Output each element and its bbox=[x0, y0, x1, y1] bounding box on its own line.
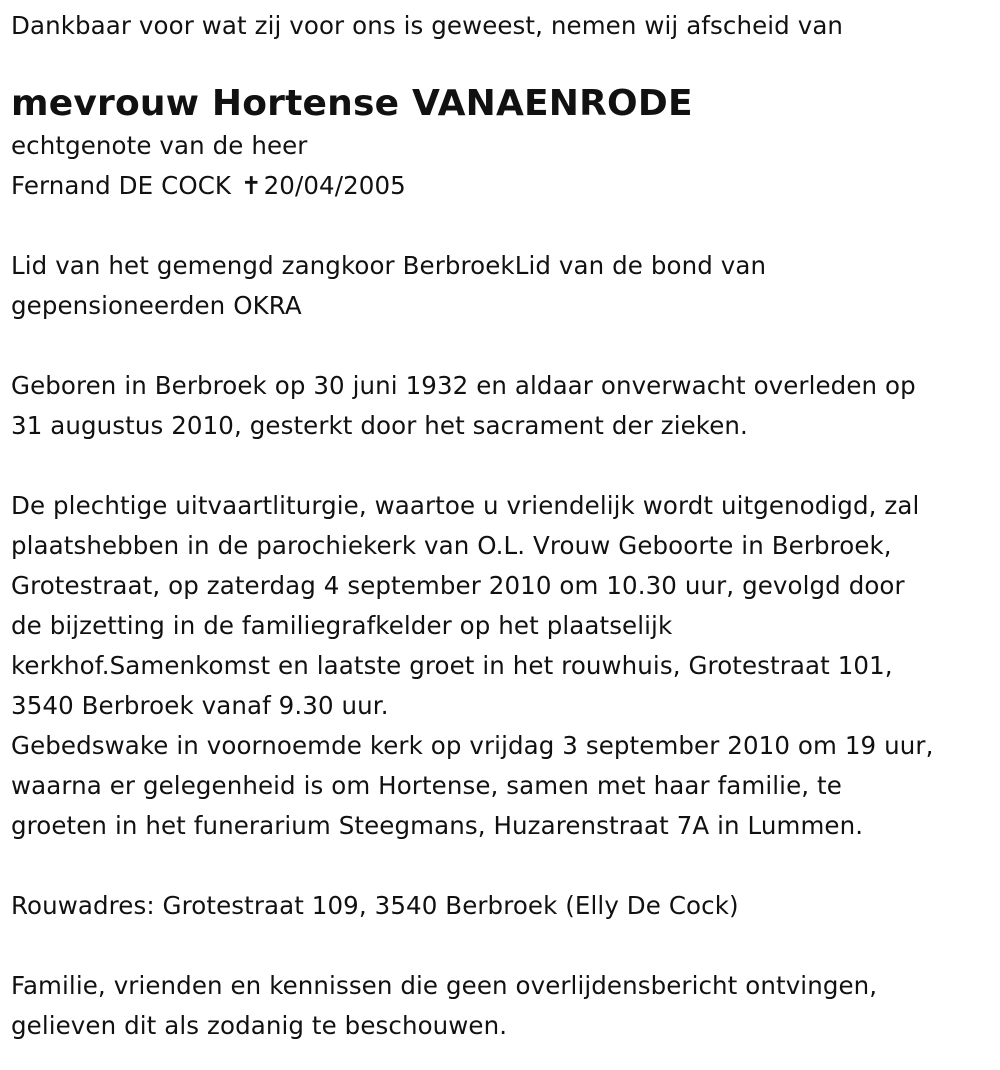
mourning-address: Rouwadres: Grotestraat 109, 3540 Berbroek (Elly De Cock) bbox=[11, 891, 739, 920]
membership-line-1: Lid van het gemengd zangkoor BerbroekLid van de bond van bbox=[11, 251, 767, 280]
wake-line-3: groeten in het funerarium Steegmans, Huzarenstraat 7A in Lummen. bbox=[11, 811, 864, 840]
spacer bbox=[11, 206, 996, 246]
funeral-line-5: kerkhof.Samenkomst en laatste groet in het rouwhuis, Grotestraat 101, bbox=[11, 651, 893, 680]
closing-line-2: gelieven dit als zodanig te beschouwen. bbox=[11, 1011, 508, 1040]
wake-line-1: Gebedswake in voornoemde kerk op vrijdag 3 september 2010 om 19 uur, bbox=[11, 731, 934, 760]
membership-line-2: gepensioneerden OKRA bbox=[11, 291, 302, 320]
spouse-death-date: 20/04/2005 bbox=[263, 171, 406, 200]
spacer bbox=[11, 326, 996, 366]
cross-icon: ✝ bbox=[240, 171, 262, 200]
spouse-line bbox=[11, 166, 996, 206]
birth-death-line-1: Geboren in Berbroek op 30 juni 1932 en aldaar onverwacht overleden op bbox=[11, 371, 916, 400]
funeral-line-3: Grotestraat, op zaterdag 4 september 2010 om 10.30 uur, gevolgd door bbox=[11, 571, 905, 600]
funeral-line-4: de bijzetting in de familiegrafkelder op het plaatselijk bbox=[11, 611, 673, 640]
spouse-relation: echtgenote van de heer bbox=[11, 131, 308, 160]
spouse-name: Fernand DE COCK bbox=[11, 171, 232, 200]
spacer bbox=[11, 846, 996, 886]
closing-line-1: Familie, vrienden en kennissen die geen overlijdensbericht ontvingen, bbox=[11, 971, 878, 1000]
wake-line-2: waarna er gelegenheid is om Hortense, samen met haar familie, te bbox=[11, 771, 842, 800]
funeral-line-1: De plechtige uitvaartliturgie, waartoe u vriendelijk wordt uitgenodigd, zal bbox=[11, 491, 920, 520]
intro-text: Dankbaar voor wat zij voor ons is geweest, nemen wij afscheid van bbox=[11, 11, 844, 40]
spacer bbox=[11, 926, 996, 966]
birth-death-line-2: 31 augustus 2010, gesterkt door het sacrament der zieken. bbox=[11, 411, 748, 440]
deceased-name: mevrouw Hortense VANAENRODE bbox=[11, 83, 693, 124]
death-notice bbox=[11, 6, 996, 1046]
funeral-line-6: 3540 Berbroek vanaf 9.30 uur. bbox=[11, 691, 389, 720]
funeral-line-2: plaatshebben in de parochiekerk van O.L. Vrouw Geboorte in Berbroek, bbox=[11, 531, 892, 560]
spacer bbox=[11, 446, 996, 486]
